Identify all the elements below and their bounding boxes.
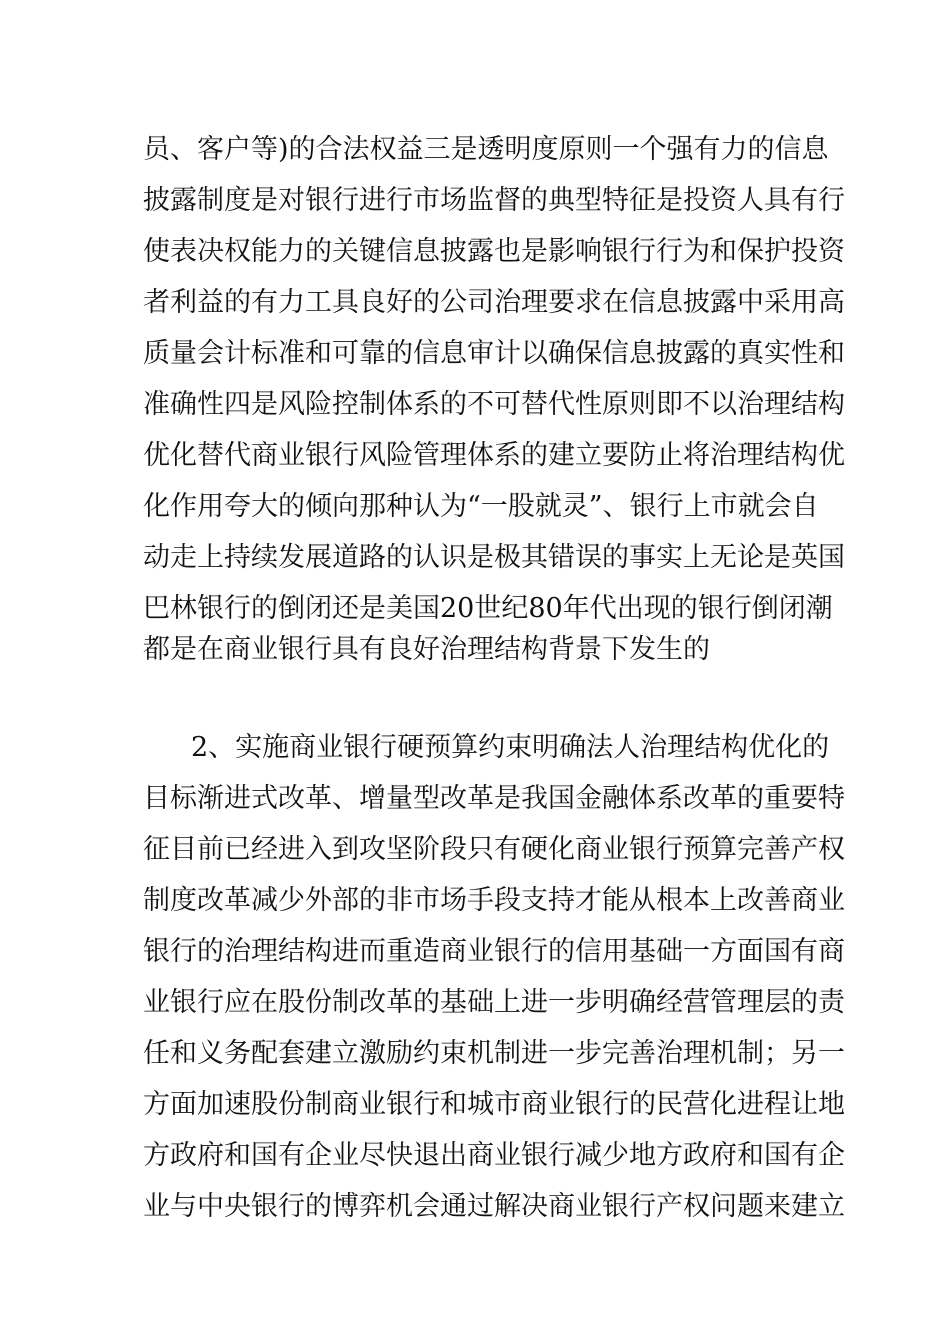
text-line: 方政府和国有企业尽快退出商业银行减少地方政府和国有企 [143, 1140, 845, 1171]
text-line: 制度改革减少外部的非市场手段支持才能从根本上改善商业 [143, 885, 845, 916]
text-line: 员、客户等)的合法权益三是透明度原则一个强有力的信息 [143, 134, 829, 165]
text-line: 任和义务配套建立激励约束机制进一步完善治理机制；另一 [143, 1038, 845, 1069]
text-line: 披露制度是对银行进行市场监督的典型特征是投资人具有行 [143, 185, 845, 216]
text-line: 征目前已经进入到攻坚阶段只有硬化商业银行预算完善产权 [143, 834, 845, 865]
text-line: 方面加速股份制商业银行和城市商业银行的民营化进程让地 [143, 1089, 845, 1120]
text-line: 准确性四是风险控制体系的不可替代性原则即不以治理结构 [143, 389, 845, 420]
text-line: 者利益的有力工具良好的公司治理要求在信息披露中采用高 [143, 287, 845, 318]
text-line: 目标渐进式改革、增量型改革是我国金融体系改革的重要特 [143, 783, 845, 814]
text-line: 巴林银行的倒闭还是美国20世纪80年代出现的银行倒闭潮 [143, 593, 833, 624]
text-line: 化作用夸大的倾向那种认为“一股就灵”、银行上市就会自 [143, 491, 819, 522]
text-line: 业与中央银行的博弈机会通过解决商业银行产权问题来建立 [143, 1191, 845, 1222]
text-line: 动走上持续发展道路的认识是极其错误的事实上无论是英国 [143, 542, 845, 573]
text-line: 业银行应在股份制改革的基础上进一步明确经营管理层的责 [143, 987, 845, 1018]
text-line: 银行的治理结构进而重造商业银行的信用基础一方面国有商 [143, 936, 845, 967]
text-line: 都是在商业银行具有良好治理结构背景下发生的 [143, 634, 710, 665]
text-line: 2、实施商业银行硬预算约束明确法人治理结构优化的 [191, 732, 830, 763]
text-line: 优化替代商业银行风险管理体系的建立要防止将治理结构优 [143, 440, 845, 471]
text-line: 使表决权能力的关键信息披露也是影响银行行为和保护投资 [143, 236, 845, 267]
text-line: 质量会计标准和可靠的信息审计以确保信息披露的真实性和 [143, 338, 845, 369]
